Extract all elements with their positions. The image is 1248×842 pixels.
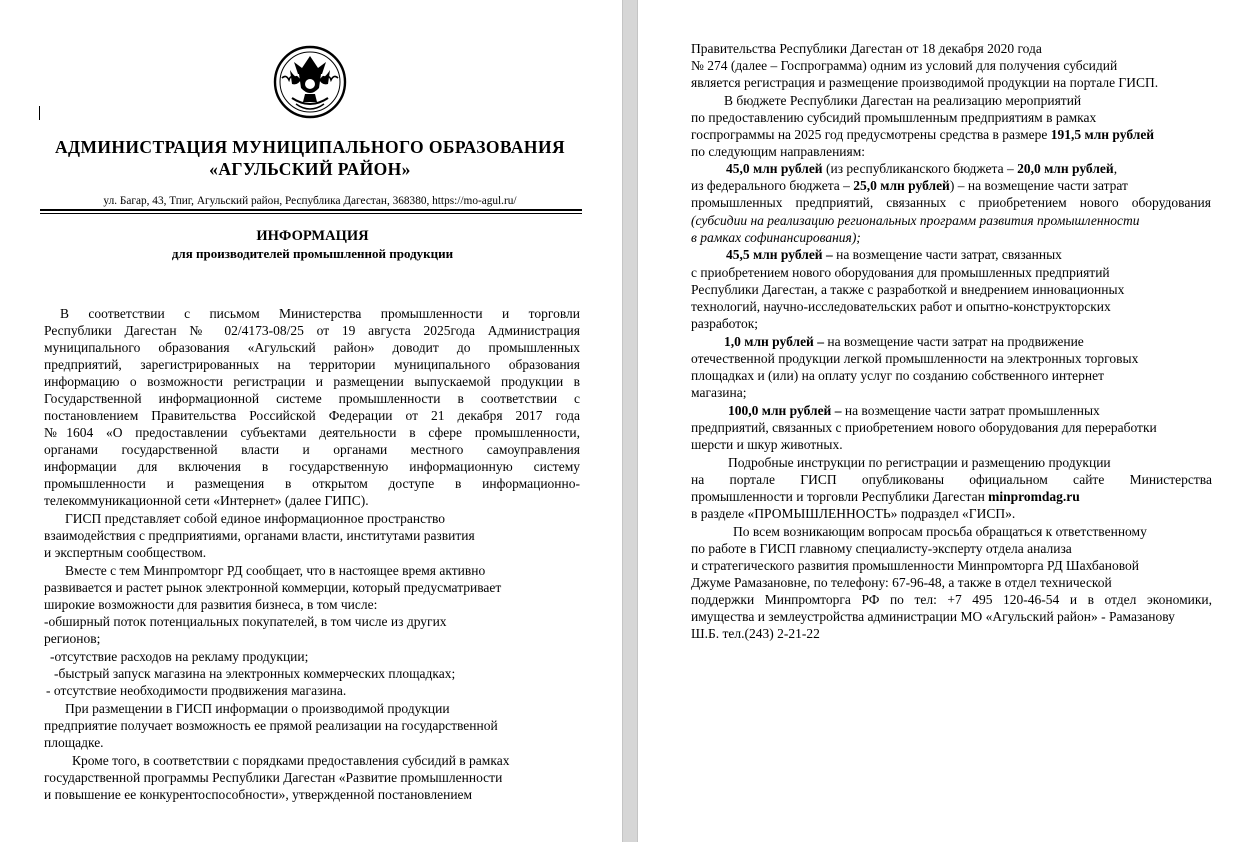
left-paragraph-line: постановлением Правительства Российской Федерации от 21 декабря 2017 года: [44, 408, 580, 423]
left-paragraph-line: ГИСП представляет собой единое информационное пространство: [65, 511, 446, 526]
right-paragraph-line: [691, 488, 1080, 505]
right-paragraph-line: [726, 246, 1062, 263]
left-paragraph-line: Республики Дагестан № 02/4173-08/25 от 19 августа 2025года Администрация: [44, 323, 580, 338]
right-paragraph-line-segment: ,: [1113, 161, 1118, 176]
right-paragraph-line: промышленных предприятий, связанных с приобретением нового оборудования: [691, 195, 1211, 210]
left-paragraph-line: - отсутствие необходимости продвижения магазина.: [46, 683, 347, 698]
right-paragraph-line: по предоставлению субсидий промышленным предприятиям в рамках: [691, 110, 1097, 125]
right-paragraph-line-segment: 45,0 млн рублей: [726, 161, 823, 176]
left-paragraph-line: и экспертным сообществом.: [44, 545, 207, 560]
right-paragraph-line: отечественной продукции легкой промышленности на электронных торговых: [691, 351, 1139, 366]
address-line: ул. Багар, 43, Тпиг, Агульский район, Республика Дагестан, 368380, https://mo-agul.ru/: [103, 195, 517, 207]
right-paragraph-line: предприятий, связанных с приобретением нового оборудования для переработки: [691, 420, 1157, 435]
info-title: ИНФОРМАЦИЯ: [256, 228, 369, 244]
right-paragraph-line-segment: 191,5 млн рублей: [1050, 127, 1155, 142]
left-paragraph-line: развивается и растет рынок электронной коммерции, который предусматривает: [44, 580, 502, 595]
left-paragraph-line: предприятий, зарегистрированных на территории муниципального образования: [44, 357, 580, 372]
right-paragraph-line: на портале ГИСП опубликованы официальном сайте Министерства: [691, 472, 1212, 487]
left-paragraph-line: органами государственной власти и органами местного самоуправления: [44, 442, 580, 457]
left-paragraph-line: №1604 «О предоставлении субъектами деятельности в сфере промышленности,: [44, 425, 580, 440]
right-paragraph-line-segment: на возмещение части затрат на продвижение: [823, 334, 1084, 349]
right-paragraph-line-segment: 1,0 млн рублей –: [724, 334, 824, 349]
right-paragraph-line-segment: на возмещение части затрат, связанных: [832, 247, 1062, 262]
info-heading: [40, 228, 585, 262]
title-line-2: «АГУЛЬСКИЙ РАЙОН»: [209, 159, 411, 179]
right-paragraph-line: площадках и (или) на оплату услуг по созданию собственного интернет: [691, 368, 1104, 383]
left-paragraph-line: -отсутствие расходов на рекламу продукции;: [50, 649, 309, 664]
document-page-left: [0, 0, 622, 842]
right-paragraph-line-segment: minpromdag.ru: [988, 489, 1080, 504]
title-line-1: АДМИНИСТРАЦИЯ МУНИЦИПАЛЬНОГО ОБРАЗОВАНИЯ: [55, 137, 565, 157]
left-paragraph-line: государственной программы Республики Дагестан «Развитие промышленности: [44, 770, 503, 785]
left-paragraph-line: регионов;: [44, 631, 101, 646]
page-separator: [622, 0, 638, 842]
right-paragraph-line: с приобретением нового оборудования для промышленных предприятий: [691, 265, 1110, 280]
right-paragraph-line: является регистрация и размещение производимой продукции на портале ГИСП.: [691, 75, 1159, 90]
right-paragraph-line: [691, 126, 1154, 143]
right-paragraph-line: и стратегического развития промышленности Минпромторга РД Шахбановой: [691, 558, 1139, 573]
right-paragraph-line: Правительства Республики Дагестан от 18 декабря 2020 года: [691, 41, 1042, 56]
right-paragraph-line-segment: ) – на возмещение части затрат: [949, 178, 1128, 193]
right-paragraph-line-segment: на возмещение части затрат промышленных: [841, 403, 1100, 418]
right-paragraph-line: разработок;: [691, 316, 759, 331]
document-page-right: [638, 0, 1248, 842]
left-paragraph-line: телекоммуникационной сети «Интернет» (далее ГИПС).: [44, 493, 369, 508]
left-paragraph-line: Кроме того, в соответствии с порядками предоставления субсидий в рамках: [72, 753, 510, 768]
right-paragraph-line: [724, 333, 1084, 350]
left-paragraph-line: Вместе с тем Минпромторг РД сообщает, что в настоящее время активно: [65, 563, 486, 578]
right-paragraph-line-segment: (из республиканского бюджета –: [822, 161, 1018, 176]
left-paragraph-line: -обширный поток потенциальных покупателей, в том числе из других: [44, 614, 447, 629]
dagestan-coat-of-arms-icon: [272, 44, 348, 120]
text-cursor: [39, 106, 40, 120]
left-paragraph-line: взаимодействия с предприятиями, органами власти, институтами развития: [44, 528, 475, 543]
left-paragraph-line: информации для включения в государственную информационную систему: [44, 459, 580, 474]
right-paragraph-line: имущества и землеустройства администрации МО «Агульский район» - Рамазанову: [691, 609, 1175, 624]
right-paragraph-line: [728, 402, 1100, 419]
left-paragraph-line: предприятие получает возможность ее прямой реализации на государственной: [44, 718, 498, 733]
right-paragraph-line-segment: 45,5 млн рублей –: [726, 247, 833, 262]
left-paragraph-line: Государственной информационной системе промышленности в соответствии с: [44, 391, 580, 406]
right-paragraph-line: в разделе «ПРОМЫШЛЕННОСТЬ» подраздел «ГИСП».: [691, 506, 1016, 521]
left-paragraph-line: площадке.: [44, 735, 104, 750]
left-paragraph-line: При размещении в ГИСП информации о производимой продукции: [65, 701, 450, 716]
right-paragraph-line: Подробные инструкции по регистрации и размещению продукции: [728, 455, 1111, 470]
right-paragraph-line: № 274 (далее – Госпрограмма) одним из условий для получения субсидий: [691, 58, 1118, 73]
left-paragraph-line: муниципального образования «Агульский район» доводит до промышленных: [44, 340, 580, 355]
right-paragraph-line: Ш.Б. тел.(243) 2-21-22: [691, 626, 820, 641]
right-paragraph-line-segment: 20,0 млн рублей: [1017, 161, 1114, 176]
left-paragraph-line: -быстрый запуск магазина на электронных коммерческих площадках;: [54, 666, 456, 681]
right-paragraph-line: Республики Дагестан, а также с разработкой и внедрением инновационных: [691, 282, 1125, 297]
left-paragraph-line: широкие возможности для развития бизнеса, в том числе:: [44, 597, 378, 612]
right-paragraph-line: [691, 212, 1140, 229]
administration-title: [40, 136, 580, 180]
right-paragraph-line: поддержки Минпромторга РФ по тел: +7 495 120-46-54 и в отдел экономики,: [691, 592, 1212, 607]
right-paragraph-line-segment: субсидии на реализацию региональных программ развития промышленности: [695, 213, 1140, 228]
left-paragraph-line: промышленности и размещения в открытом доступе в информационно-: [44, 476, 580, 491]
right-paragraph-line: [691, 177, 1128, 194]
right-paragraph-line: по следующим направлениям:: [691, 144, 866, 159]
right-paragraph-line-segment: (: [691, 213, 696, 228]
right-paragraph-line: По всем возникающим вопросам просьба обращаться к ответственному: [733, 524, 1147, 539]
right-paragraph-line: Джуме Рамазановне, по телефону: 67-96-48, а также в отдел технической: [691, 575, 1112, 590]
right-paragraph-line-segment: из федерального бюджета –: [691, 178, 854, 193]
right-paragraph-line: В бюджете Республики Дагестан на реализацию мероприятий: [724, 93, 1082, 108]
right-paragraph-line: технологий, научно-исследовательских работ и опытно-конструкторских: [691, 299, 1111, 314]
info-subtitle: для производителей промышленной продукции: [171, 246, 454, 261]
right-paragraph-line: в рамках софинансирования);: [691, 230, 861, 245]
header-divider-thick: [40, 209, 582, 211]
header-divider-thin: [40, 213, 582, 214]
right-paragraph-line: [726, 160, 1117, 177]
left-paragraph-line: информацию о возможности регистрации и размещении выпускаемой продукции в: [44, 374, 580, 389]
right-paragraph-line: магазина;: [691, 385, 747, 400]
left-paragraph-line: В соответствии с письмом Министерства промышленности и торговли: [60, 306, 580, 321]
left-paragraph-line: и повышение ее конкурентоспособности», утвержденной постановлением: [44, 787, 473, 802]
right-paragraph-line-segment: 100,0 млн рублей –: [728, 403, 842, 418]
right-paragraph-line: шерсти и шкур животных.: [691, 437, 843, 452]
right-paragraph-line: по работе в ГИСП главному специалисту-эксперту отдела анализа: [691, 541, 1072, 556]
right-paragraph-line-segment: госпрограммы на 2025 год предусмотрены средства в размере: [691, 127, 1051, 142]
right-paragraph-line-segment: промышленности и торговли Республики Дагестан: [691, 489, 989, 504]
right-paragraph-line-segment: 25,0 млн рублей: [853, 178, 950, 193]
